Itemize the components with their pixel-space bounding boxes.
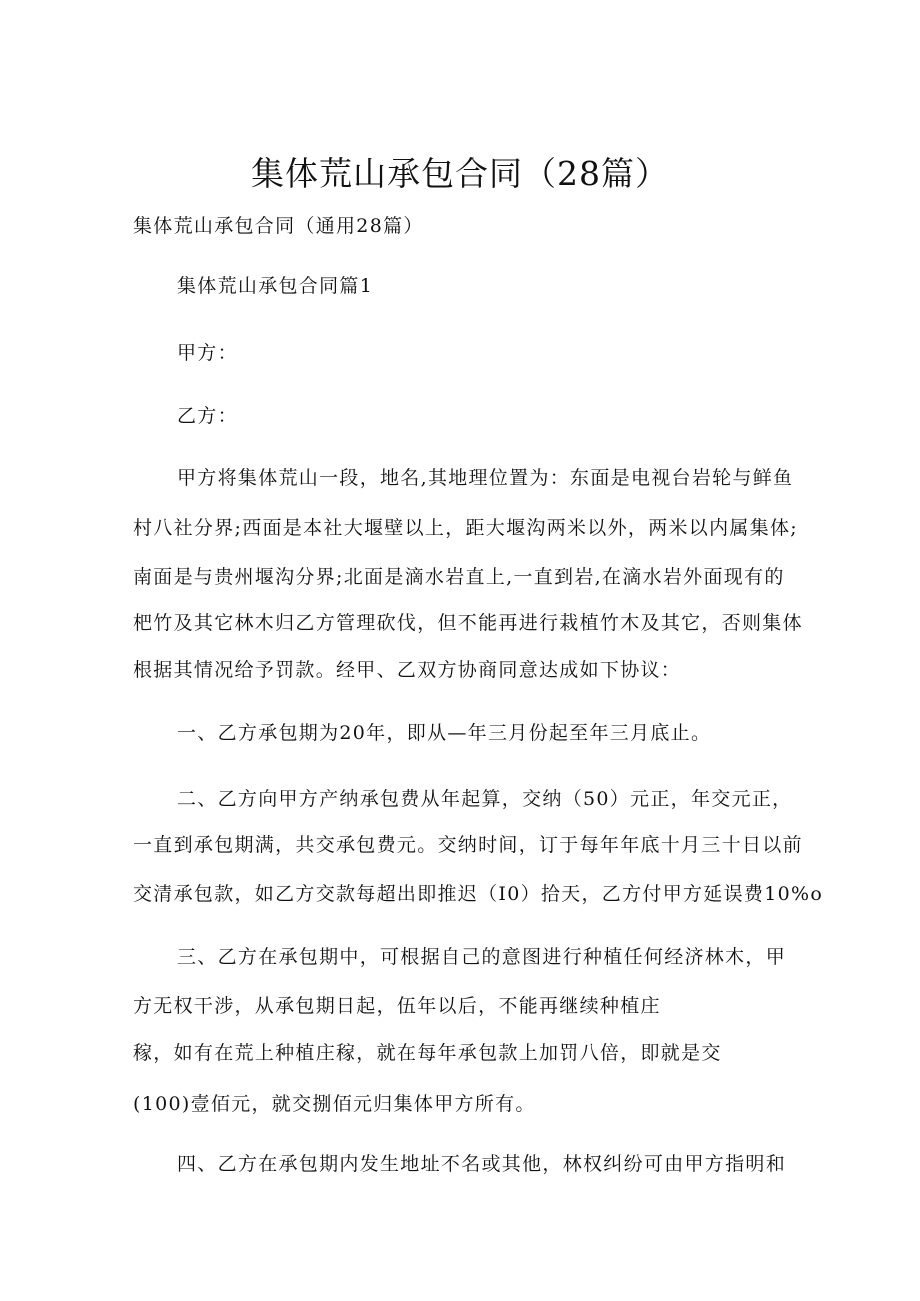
document-subtitle: 集体荒山承包合同（通用28篇） [133,215,424,237]
clause-4: 四、乙方在承包期内发生地址不名或其他，林权纠纷可由甲方指明和 [177,1153,787,1175]
paragraph-line: 根据其情况给予罚款。经甲、乙双方协商同意达成如下协议： [133,659,682,681]
paragraph-line: 二、乙方向甲方产纳承包费从年起算，交纳（50）元正，年交元正， [177,788,793,810]
paragraph-line: 一直到承包期满，共交承包费元。交纳时间，订于每年年底十月三十日以前 [133,834,803,856]
document-title: 集体荒山承包合同（28篇） [251,154,669,193]
paragraph-line: 交清承包款，如乙方交款每超出即推迟（I0）拾天，乙方付甲方延误费10%o [133,883,824,905]
section-heading: 集体荒山承包合同篇1 [177,275,374,297]
paragraph-line: 杷竹及其它林木归乙方管理砍伐，但不能再进行栽植竹木及其它，否则集体 [133,612,803,634]
clause-1: 一、乙方承包期为20年，即从—年三月份起至年三月底止。 [177,722,712,744]
party-b-label: 乙方： [177,405,238,427]
paragraph-line: 三、乙方在承包期中，可根据自己的意图进行种植任何经济林木，甲 [177,946,787,968]
paragraph-line: 村八社分界;西面是本社大堰壁以上，距大堰沟两米以外，两米以内属集体; [133,517,799,539]
paragraph-line: 稼，如有在荒上种植庄稼，就在每年承包款上加罚八倍，即就是交 [133,1042,722,1064]
paragraph-line: 南面是与贵州堰沟分界;北面是滴水岩直上,一直到岩,在滴水岩外面现有的 [133,566,785,588]
paragraph-line: (100)壹佰元，就交捌佰元归集体甲方所有。 [133,1093,536,1115]
paragraph-line: 甲方将集体荒山一段，地名,其地理位置为：东面是电视台岩轮与鲜鱼 [177,467,794,489]
party-a-label: 甲方： [177,342,238,364]
paragraph-line: 方无权干涉，从承包期日起，伍年以后，不能再继续种植庄 [133,995,661,1017]
